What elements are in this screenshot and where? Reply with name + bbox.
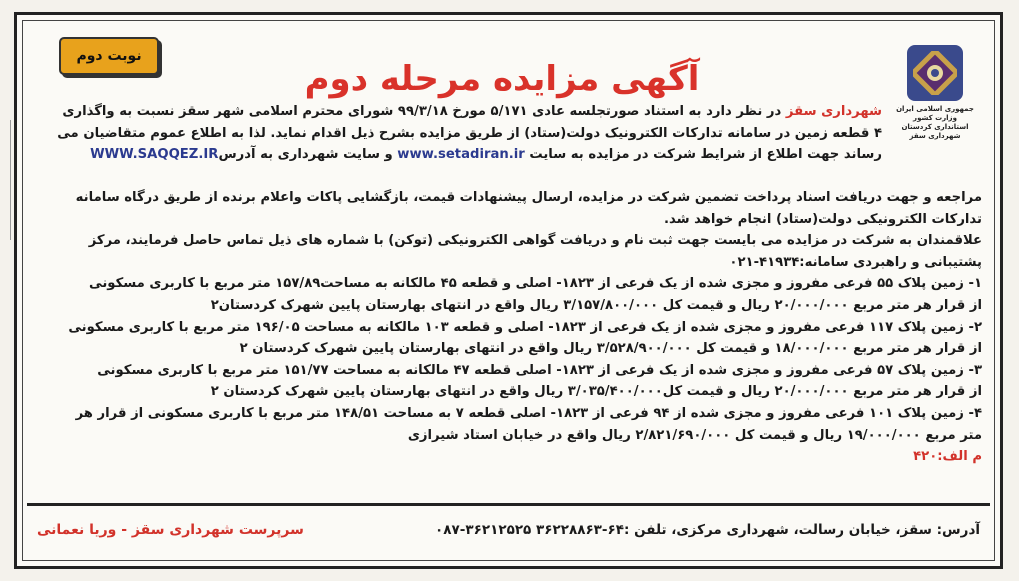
- intro-line-1: [37, 101, 882, 123]
- logo-caption-line: جمهوری اسلامی ایران: [896, 105, 974, 113]
- logo-caption: [896, 105, 974, 141]
- details-line: تدارکات الکترونیکی دولت(ستاد) انجام خواهد شد.: [663, 211, 982, 227]
- footer-address: آدرس: سقز، خیابان رسالت، شهرداری مرکزی، تلفن :۶۴-۳۶۲۲۸۸۶۳ ۳۶۲۱۲۵۲۵-۰۸۷: [435, 522, 980, 538]
- footer: [37, 515, 980, 545]
- emblem-icon: [907, 45, 963, 101]
- land-item-1-cont: از قرار هر متر مربع ۲۰/۰۰۰/۰۰۰ ریال و قیمت کل ۳/۱۵۷/۸۰۰/۰۰۰ ریال واقع در انتهای بهارستان پایین شهرک کردستان۲: [210, 297, 982, 313]
- page-edge: [0, 120, 11, 240]
- logo-caption-line: شهرداری سقز: [909, 132, 961, 140]
- logo-caption-line: استانداری کردستان: [901, 123, 969, 131]
- saqqez-link[interactable]: WWW.SAQQEZ.IR: [90, 147, 219, 162]
- org-name: شهرداری سقز: [785, 104, 882, 119]
- land-item-2-cont: از قرار هر متر مربع ۱۸/۰۰۰/۰۰۰ و قیمت کل ۳/۵۲۸/۹۰۰/۰۰۰ ریال واقع در انتهای بهارستان پایین شهرک کردستان ۲: [239, 341, 982, 357]
- ad-title: آگهی مزایده مرحله دوم: [304, 59, 700, 99]
- details-line: پشتیبانی و راهبردی سامانه:۴۱۹۳۴-۰۲۱: [729, 254, 982, 270]
- land-item-2: ۲- زمین پلاک ۱۱۷ فرعی مفروز و مجزی شده از یک فرعی از ۱۸۲۳- اصلی و قطعه ۱۰۳ مالکانه به مساحت ۱۹۶/۰۵ متر مربع با کاربری مسکونی: [68, 319, 982, 335]
- footer-divider: [27, 503, 990, 506]
- municipality-logo: [896, 45, 974, 149]
- land-item-1: ۱- زمین پلاک ۵۵ فرعی مفروز و مجزی شده از یک فرعی از ۱۸۲۳- اصلی و قطعه ۴۵ مالکانه به مساحت۱۵۷/۸۹ متر مربع با کاربری مسکونی: [89, 276, 982, 292]
- intro-line-1-text: در نظر دارد به استناد صورتجلسه عادی ۵/۱۷۱ مورخ ۹۹/۳/۱۸ شورای محترم اسلامی شهر سقز نسبت به واگذاری: [62, 104, 786, 119]
- intro-line-3: [37, 144, 882, 166]
- setadiran-link[interactable]: www.setadiran.ir: [397, 147, 525, 162]
- details-line: مراجعه و جهت دریافت اسناد پرداخت تضمین شرکت در مزایده، ارسال پیشنهادات قیمت، بازگشایی پاکات واعلام برنده از طریق درگاه سامانه: [75, 190, 982, 205]
- reference-number: م الف:۴۲۰: [913, 449, 982, 465]
- intro-line-2: ۴ قطعه زمین در سامانه تدارکات الکترونیک دولت(ستاد) از طریق مزایده بشرح ذیل اقدام نماید. لذا به اطلاع عموم متقاضیان می: [57, 125, 882, 141]
- land-item-3-cont: از قرار هر متر مربع ۲۰/۰۰۰/۰۰۰ ریال و قیمت کل۳/۰۳۵/۴۰۰/۰۰۰ ریال واقع در انتهای بهارستان پایین شهرک کردستان ۲: [210, 384, 982, 400]
- land-item-4-cont: متر مربع ۱۹/۰۰۰/۰۰۰ ریال و قیمت کل ۲/۸۲۱/۶۹۰/۰۰۰ ریال واقع در خیابان استاد شیرازی: [407, 427, 982, 443]
- intro-paragraph: [37, 101, 882, 166]
- round-badge: نوبت دوم: [59, 37, 159, 75]
- auction-advertisement: [14, 12, 1003, 569]
- footer-signature: سرپرست شهرداری سقز - وریا نعمانی: [37, 522, 304, 538]
- logo-caption-line: وزارت کشور: [913, 114, 957, 122]
- land-item-3: ۳- زمین پلاک ۵۷ فرعی مفروز و مجزی شده از یک فرعی از ۱۸۲۳- اصلی قطعه ۴۷ مالکانه به مساحت ۱۵۱/۷۷ متر مربع با کاربری مسکونی: [97, 362, 982, 378]
- details-line: علاقمندان به شرکت در مزایده می بایست جهت ثبت نام و دریافت گواهی الکترونیکی (توکن) با شماره های ذیل تماس حاصل فرمایند، مرکز: [88, 233, 982, 249]
- intro-line-3a: رساند جهت اطلاع از شرایط شرکت در مزایده به سایت: [524, 147, 882, 162]
- details-section: [37, 187, 982, 468]
- land-item-4: ۴- زمین پلاک ۱۰۱ فرعی مفروز و مجزی شده از ۹۴ فرعی از ۱۸۲۳- اصلی قطعه ۷ به مساحت ۱۴۸/۵۱ متر مربع با کاربری مسکونی از قرار هر: [75, 405, 982, 421]
- intro-line-3b: و سایت شهرداری به آدرس: [218, 147, 398, 162]
